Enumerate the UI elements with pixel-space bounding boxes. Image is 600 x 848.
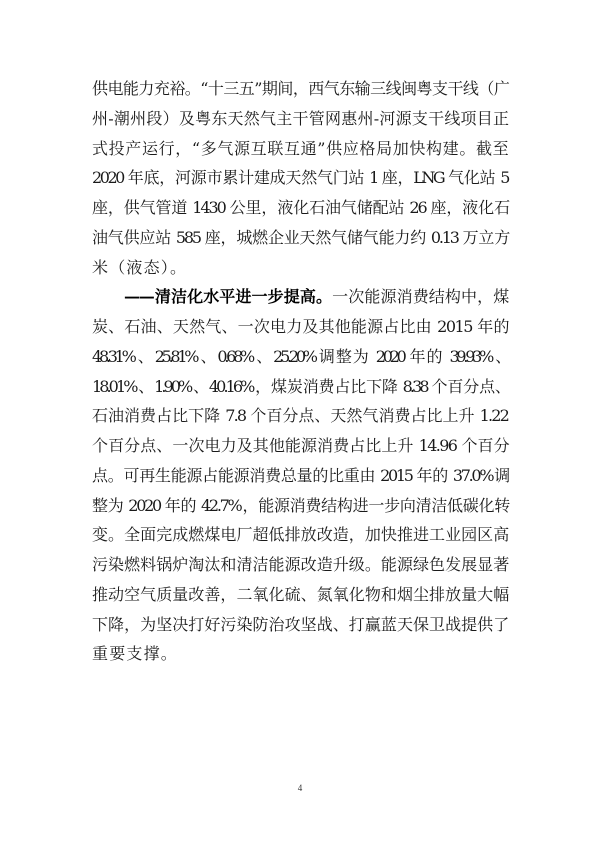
text-line: 下降，为坚决打好污染防治攻坚战、打赢蓝天保卫战提供了 [92, 614, 508, 634]
text-line: 炭、石油、天然气、一次电力及其他能源占比由 2015 年的 [92, 317, 508, 336]
text-fragment: 一次能源消费结构中，煤 [332, 287, 509, 307]
text-line: 石油消费占比下降 7.8 个百分点、天然气消费占比上升 1.22 [92, 406, 508, 426]
body-text [92, 74, 508, 669]
text-line: 48.31%、25.81%、0.68%、25.20%调整为 2020 年的 39.93%、 [92, 346, 508, 366]
text-line [92, 282, 508, 312]
paragraph-gas-supply [92, 74, 508, 282]
section-lead-heading: ——清洁化水平进一步提高。 [124, 287, 333, 307]
text-line: 式投产运行，“多气源互联互通”供应格局加快构建。截至 [92, 138, 508, 158]
text-line: 个百分点、一次电力及其他能源消费占比上升 14.96 个百分 [92, 436, 508, 455]
text-line: 整为 2020 年的 42.7%，能源消费结构进一步向清洁低碳化转 [92, 495, 508, 515]
text-line: 米（液态）。 [92, 257, 188, 277]
text-line: 油气供应站 585 座，城燃企业天然气储气能力约 0.13 万立方 [92, 227, 508, 247]
text-line: 重要支撑。 [92, 644, 179, 664]
text-line: 2020 年底，河源市累计建成天然气门站 1 座，LNG 气化站 5 [92, 168, 508, 188]
text-line: 点。可再生能源占能源消费总量的比重由 2015 年的 37.0%调 [92, 465, 508, 485]
page-number: 4 [297, 783, 303, 793]
text-line: 变。全面完成燃煤电厂超低排放改造，加快推进工业园区高 [92, 525, 508, 545]
text-line: 座，供气管道 1430 公里，液化石油气储配站 26 座，液化石 [92, 198, 508, 217]
text-line: 18.01%、1.90%、40.16%，煤炭消费占比下降 8.38 个百分点、 [92, 376, 508, 396]
text-line: 州-潮州段）及粤东天然气主干管网惠州-河源支干线项目正 [92, 108, 508, 128]
paragraph-clean-energy [92, 282, 508, 669]
text-line: 供电能力充裕。“十三五”期间，西气东输三线闽粤支干线（广 [92, 79, 508, 98]
text-line: 污染燃料锅炉淘汰和清洁能源改造升级。能源绿色发展显著 [92, 555, 508, 574]
text-line: 推动空气质量改善，二氧化硫、氮氧化物和烟尘排放量大幅 [92, 584, 508, 604]
